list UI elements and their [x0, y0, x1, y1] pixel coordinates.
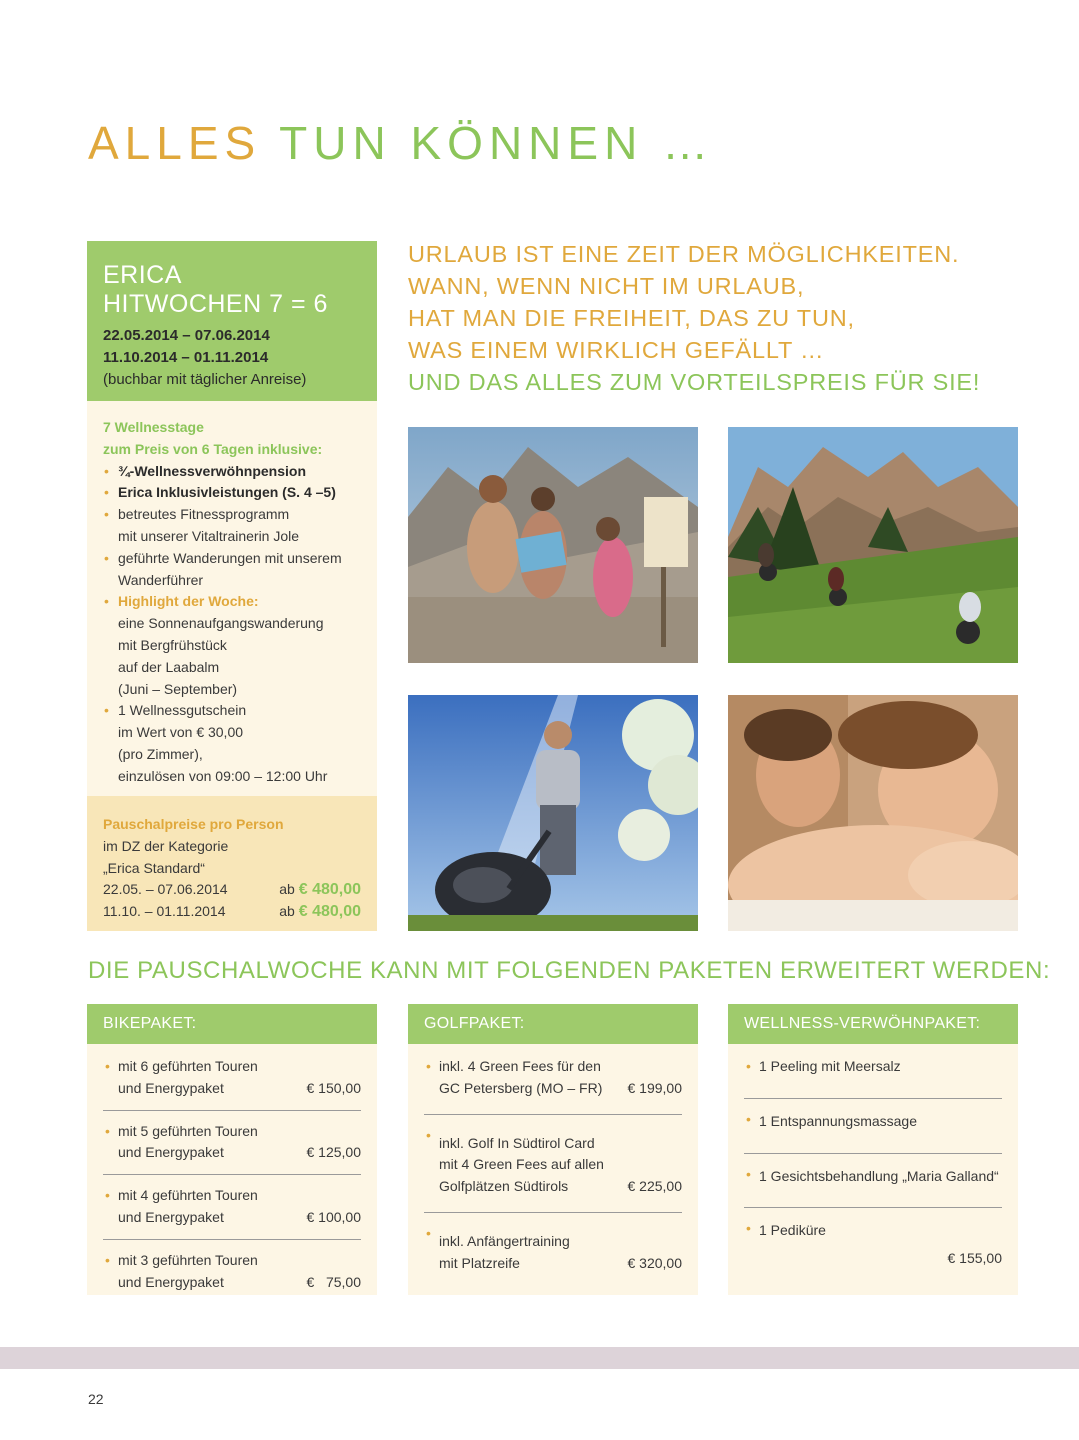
list-item	[103, 504, 361, 548]
list-item	[103, 591, 361, 700]
package-price: € 150,00	[306, 1079, 361, 1096]
list-item	[744, 1154, 1002, 1209]
package-line: • mit 5 geführten Touren	[118, 1122, 258, 1139]
price-period: 22.05. – 07.06.2014	[103, 881, 228, 898]
golf-package-list	[408, 1044, 698, 1295]
package-price: € 225,00	[627, 1178, 682, 1195]
package-price: € 320,00	[627, 1254, 682, 1271]
package-line: Golfplätzen Südtirols	[439, 1178, 569, 1195]
wellness-package-header: WELLNESS-VERWÖHNPAKET:	[728, 1004, 1018, 1044]
price-prefix: ab	[279, 881, 295, 898]
list-item	[424, 1046, 682, 1115]
price-category-line2: „Erica Standard“	[103, 859, 205, 876]
package-line: mit 4 Green Fees auf allen	[439, 1156, 604, 1173]
intro-line: HAT MAN DIE FREIHEIT, DAS ZU TUN,	[408, 305, 855, 331]
page-number: 22	[88, 1391, 104, 1407]
erica-intro-line2: zum Preis von 6 Tagen inklusive:	[103, 440, 323, 457]
package-price: € 100,00	[306, 1208, 361, 1225]
list-item	[744, 1046, 1002, 1099]
package-price: € 125,00	[306, 1144, 361, 1161]
inclusion-text: mit unserer Vitaltrainerin Jole	[118, 527, 300, 544]
inclusion-text: einzulösen von 09:00 – 12:00 Uhr	[118, 767, 328, 784]
inclusion-text: (Juni – September)	[118, 680, 238, 697]
package-line: und Energypaket	[118, 1208, 224, 1225]
list-item	[103, 1111, 361, 1176]
package-price: € 155,00	[947, 1250, 1002, 1267]
package-line: • mit 6 geführten Touren	[118, 1058, 258, 1074]
price-amount: € 480,00	[298, 903, 361, 921]
erica-offer-header	[87, 241, 377, 401]
photo-golfer	[408, 695, 698, 931]
inclusion-text: • betreutes Fitnessprogramm	[118, 506, 290, 523]
inclusion-text: Wanderführer	[118, 571, 204, 588]
price-row	[103, 879, 361, 901]
erica-heading-line1: ERICA	[103, 261, 182, 289]
photo-hikers-map	[408, 427, 698, 663]
inclusion-text: eine Sonnenaufgangswanderung	[118, 615, 324, 632]
package-line: • inkl. Anfängertraining	[439, 1232, 570, 1249]
erica-bookable-note: (buchbar mit täglicher Anreise)	[103, 371, 307, 388]
intro-text	[408, 238, 980, 398]
package-line: • 1 Gesichtsbehandlung „Maria Galland“	[759, 1167, 999, 1184]
list-item	[103, 482, 361, 504]
list-item	[103, 548, 361, 592]
package-line: • mit 4 geführten Touren	[118, 1187, 258, 1204]
package-line: und Energypaket	[118, 1273, 224, 1290]
price-period: 11.10. – 01.11.2014	[103, 903, 226, 920]
package-line: • mit 3 geführten Touren	[118, 1251, 258, 1268]
inclusion-text: mit Bergfrühstück	[118, 636, 227, 653]
erica-price-box	[87, 796, 377, 931]
price-category-line1: im DZ der Kategorie	[103, 837, 229, 854]
erica-inclusions-list	[103, 461, 361, 788]
title-word-alles: ALLES	[88, 117, 262, 169]
highlight-label: • Highlight der Woche:	[118, 593, 259, 610]
inclusion-text: (pro Zimmer),	[118, 745, 203, 762]
inclusion-text: • 1 Wellnessgutschein	[118, 702, 247, 719]
erica-heading-line2: HITWOCHEN 7 = 6	[103, 290, 328, 318]
package-price: € 75,00	[306, 1273, 361, 1290]
package-line: • 1 Pediküre	[759, 1222, 826, 1239]
inclusion-text: auf der Laabalm	[118, 658, 220, 675]
title-word-tun-koennen: TUN KÖNNEN …	[279, 117, 715, 169]
list-item	[103, 700, 361, 787]
intro-line: WANN, WENN NICHT IM URLAUB,	[408, 273, 805, 299]
erica-intro-line1: 7 Wellnesstage	[103, 419, 204, 435]
list-item	[103, 461, 361, 483]
list-item	[103, 1175, 361, 1240]
list-item	[744, 1099, 1002, 1154]
inclusion-text: Erica Inklusivleistungen (S. 4 –5)	[118, 484, 336, 501]
wellness-package-list	[728, 1044, 1018, 1295]
package-line: und Energypaket	[118, 1079, 224, 1096]
package-price: € 199,00	[627, 1079, 682, 1096]
price-row	[103, 901, 361, 923]
list-item	[424, 1213, 682, 1285]
inclusion-text: ¾-Wellnessverwöhnpension	[118, 462, 307, 479]
package-line: • inkl. 4 Green Fees für den	[439, 1058, 601, 1074]
price-title: Pauschalpreise pro Person	[103, 816, 284, 832]
list-item	[744, 1208, 1002, 1280]
package-line: GC Petersberg (MO – FR)	[439, 1079, 603, 1096]
bike-package-header: BIKEPAKET:	[87, 1004, 377, 1044]
intro-line: WAS EINEM WIRKLICH GEFÄLLT …	[408, 337, 825, 363]
list-item	[103, 1240, 361, 1304]
extension-heading: DIE PAUSCHALWOCHE KANN MIT FOLGENDEN PAKETEN ERWEITERT WERDEN:	[88, 957, 1051, 984]
list-item	[424, 1115, 682, 1213]
golf-package-header: GOLFPAKET:	[408, 1004, 698, 1044]
inclusion-text: im Wert von € 30,00	[118, 724, 244, 741]
bike-package-list	[87, 1044, 377, 1295]
intro-line: URLAUB IST EINE ZEIT DER MÖGLICHKEITEN.	[408, 241, 960, 267]
photo-mountain-bikers	[728, 427, 1018, 663]
package-line: • inkl. Golf In Südtirol Card	[439, 1134, 595, 1151]
price-prefix: ab	[279, 903, 295, 920]
package-line: • 1 Peeling mit Meersalz	[759, 1058, 901, 1074]
inclusion-text: • geführte Wanderungen mit unserem	[118, 549, 342, 566]
package-line: mit Platzreife	[439, 1254, 520, 1271]
erica-date-2: 11.10.2014 – 01.11.2014	[103, 349, 269, 366]
price-amount: € 480,00	[298, 881, 361, 899]
page-title	[88, 117, 715, 169]
package-line: • 1 Entspannungsmassage	[759, 1112, 917, 1129]
list-item	[103, 1046, 361, 1111]
erica-offer-details	[87, 401, 377, 796]
footer-bar	[0, 1347, 1079, 1369]
photo-wellness-couple	[728, 695, 1018, 931]
package-line: und Energypaket	[118, 1144, 224, 1161]
intro-line-highlight: UND DAS ALLES ZUM VORTEILSPREIS FÜR SIE!	[408, 369, 981, 395]
erica-date-1: 22.05.2014 – 07.06.2014	[103, 327, 270, 344]
